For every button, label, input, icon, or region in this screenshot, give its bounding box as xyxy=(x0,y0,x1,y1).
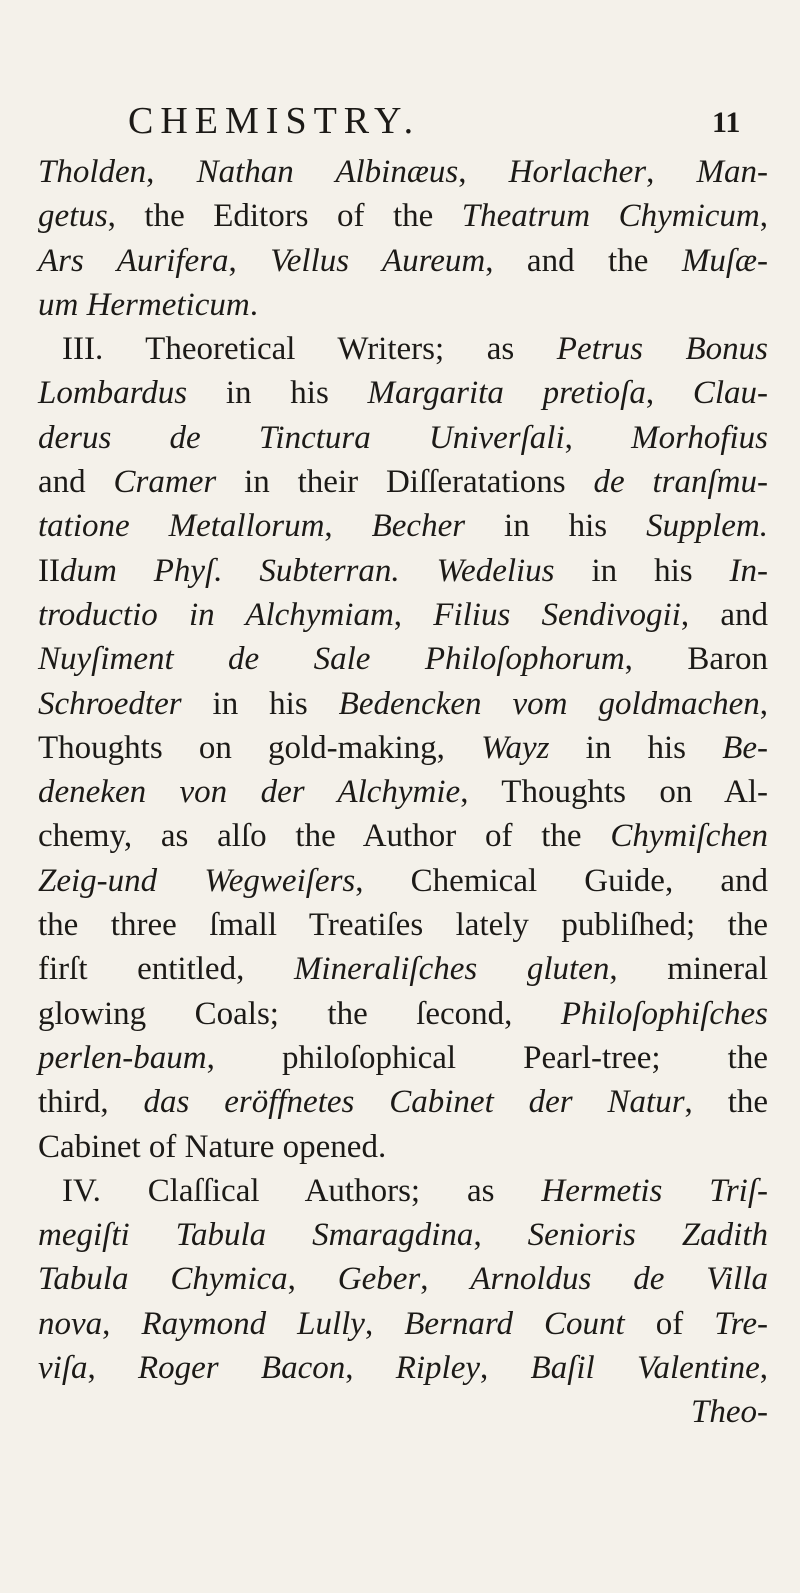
roman-text: the three ſmall Treatiſes lately publiſhed; the xyxy=(38,907,768,944)
roman-text: , xyxy=(759,685,768,722)
roman-text: in his xyxy=(181,685,339,722)
italic-text: deneken von der Alchymie xyxy=(38,774,461,811)
italic-text: Arnoldus de Villa xyxy=(470,1261,769,1298)
text-line xyxy=(38,947,768,991)
text-line xyxy=(38,859,768,903)
text-line xyxy=(38,1125,768,1169)
roman-text: , xyxy=(645,375,693,412)
roman-text: , xyxy=(146,154,197,190)
roman-text: III. Theoretical Writers; as xyxy=(62,331,557,368)
roman-text: , xyxy=(228,242,271,279)
italic-text: Nuyſiment de Sale Philoſophorum xyxy=(38,641,625,678)
italic-text: derus de Tinctura Univerſali xyxy=(38,419,565,456)
italic-text: Chymiſchen xyxy=(610,818,768,855)
italic-text: Senioris Zadith xyxy=(527,1217,769,1254)
italic-text: Tre- xyxy=(714,1305,769,1342)
roman-text: , and xyxy=(680,596,769,633)
roman-text: , xyxy=(458,154,509,190)
italic-text: Wedelius xyxy=(436,552,555,589)
text-line xyxy=(38,504,768,548)
italic-text: Be- xyxy=(722,729,768,766)
text-line xyxy=(38,1213,768,1257)
italic-text: Supplem. xyxy=(646,508,769,545)
italic-text: Margarita pretioſa xyxy=(367,375,646,412)
italic-text: Wayz xyxy=(481,729,550,766)
italic-text: de tranſmu- xyxy=(593,464,768,501)
italic-text: Baſil Valentine xyxy=(530,1350,760,1387)
roman-text: , Baron xyxy=(624,641,768,678)
roman-text: , xyxy=(480,1350,531,1387)
text-line xyxy=(38,770,768,814)
italic-text: Petrus Bonus xyxy=(556,331,768,368)
roman-text: , Thoughts on Al- xyxy=(460,774,768,811)
roman-text: third, xyxy=(38,1084,144,1121)
italic-text: Vellus Aureum xyxy=(270,242,486,279)
text-line xyxy=(38,327,768,371)
roman-text: , xyxy=(473,1217,528,1254)
roman-text: , xyxy=(759,198,768,235)
italic-text: viſa xyxy=(38,1350,88,1387)
roman-text: , xyxy=(420,1261,471,1298)
italic-text: Schroedter xyxy=(38,685,182,722)
text-line xyxy=(38,1302,768,1346)
italic-text: Tholden xyxy=(38,154,147,190)
italic-text: Filius Sendivogii xyxy=(433,596,681,633)
text-line xyxy=(38,637,768,681)
text-line xyxy=(38,371,768,415)
italic-text: Hermetis Triſ- xyxy=(541,1172,768,1209)
roman-text: , xyxy=(364,1305,405,1342)
roman-text: , Chemical Guide, and xyxy=(355,862,768,899)
text-line xyxy=(38,1390,768,1434)
italic-text: das eröffnetes Cabinet der Natur xyxy=(143,1084,685,1121)
roman-text: Cabinet of Nature opened. xyxy=(38,1128,387,1165)
roman-text: II xyxy=(38,552,60,589)
roman-text: , and the xyxy=(485,242,682,279)
roman-text: , xyxy=(393,596,434,633)
italic-text: Lombardus xyxy=(38,375,188,412)
roman-text: in his xyxy=(549,729,723,766)
roman-text: , xyxy=(87,1350,138,1387)
italic-text: Morhofius xyxy=(631,419,769,456)
italic-text: Horlacher xyxy=(508,154,647,190)
roman-text: and xyxy=(38,464,114,501)
text-line xyxy=(38,682,768,726)
text-line xyxy=(38,1257,768,1301)
roman-text: , xyxy=(287,1261,338,1298)
text-line xyxy=(38,1036,768,1080)
roman-text: in their Diſſeratations xyxy=(216,464,594,501)
roman-text: . xyxy=(249,286,258,323)
text-line xyxy=(38,1169,768,1213)
roman-text: in his xyxy=(187,375,368,412)
italic-text: Clau- xyxy=(692,375,768,412)
running-title: CHEMISTRY. xyxy=(128,100,421,142)
text-line xyxy=(38,194,768,238)
text-line xyxy=(38,150,768,194)
text-line xyxy=(38,416,768,460)
body-text xyxy=(38,150,768,1435)
roman-text: , xyxy=(345,1350,396,1387)
text-line xyxy=(38,992,768,1036)
roman-text: in his xyxy=(554,552,730,589)
text-line xyxy=(38,460,768,504)
text-line xyxy=(38,239,768,283)
italic-text: Man- xyxy=(696,154,769,190)
roman-text: IV. Claſſical Authors; as xyxy=(62,1172,542,1209)
italic-text: Raymond Lully xyxy=(141,1305,365,1342)
italic-text: Philoſophiſches xyxy=(560,995,768,1032)
italic-text: nova xyxy=(38,1305,103,1342)
text-line xyxy=(38,1346,768,1390)
italic-text: Cramer xyxy=(113,464,217,501)
italic-text: Muſæ- xyxy=(681,242,769,279)
italic-text: In- xyxy=(729,552,768,589)
roman-text: firſt entitled, xyxy=(38,951,294,988)
roman-text: , xyxy=(102,1305,142,1342)
roman-text: chemy, as alſo the Author of the xyxy=(38,818,611,855)
italic-text: Nathan Albinæus xyxy=(196,154,459,190)
roman-text: , xyxy=(324,508,372,545)
italic-text: Theatrum Chymicum xyxy=(461,198,760,235)
italic-text: perlen-baum xyxy=(38,1039,207,1076)
roman-text xyxy=(400,553,437,589)
italic-text: Bernard Count xyxy=(404,1305,625,1342)
italic-text: tatione Metallorum xyxy=(38,508,325,545)
text-line xyxy=(38,903,768,947)
italic-text: Tabula Chymica xyxy=(38,1261,288,1298)
italic-text: Theo- xyxy=(691,1394,768,1431)
text-line xyxy=(38,1080,768,1124)
text-line xyxy=(38,726,768,770)
roman-text: in his xyxy=(465,508,647,545)
italic-text: getus xyxy=(38,198,108,235)
italic-text: megiſti Tabula Smaragdina xyxy=(38,1217,474,1254)
roman-text: , xyxy=(646,154,697,190)
italic-text: Zeig-und Wegweiſers xyxy=(38,862,356,899)
text-line xyxy=(38,549,768,593)
italic-text: troductio in Alchymiam xyxy=(38,596,394,633)
text-line xyxy=(38,814,768,858)
italic-text: um Hermeticum xyxy=(38,286,250,323)
italic-text: Geber xyxy=(337,1261,421,1298)
roman-text: , the Editors of the xyxy=(107,198,462,235)
italic-text: Mineraliſches gluten xyxy=(293,951,610,988)
italic-text: Roger Bacon xyxy=(138,1350,346,1387)
italic-text: Ars Aurifera xyxy=(38,242,229,279)
text-line xyxy=(38,283,768,327)
roman-text: , mineral xyxy=(609,951,768,988)
roman-text: Thoughts on gold-making, xyxy=(38,729,482,766)
italic-text: dum Phyſ. Subterran. xyxy=(59,552,400,589)
roman-text: , xyxy=(564,419,632,456)
roman-text: , xyxy=(759,1350,769,1387)
roman-text: glowing Coals; the ſecond, xyxy=(38,995,561,1032)
roman-text: , the xyxy=(684,1084,769,1121)
italic-text: Becher xyxy=(371,508,466,545)
roman-text: of xyxy=(624,1305,715,1342)
page-number: 11 xyxy=(712,106,741,139)
roman-text: , philoſophical Pearl-tree; the xyxy=(206,1039,768,1076)
running-head xyxy=(0,96,800,146)
italic-text: Ripley xyxy=(395,1350,481,1387)
text-line xyxy=(38,593,768,637)
italic-text: Bedencken vom goldmachen xyxy=(338,685,760,722)
